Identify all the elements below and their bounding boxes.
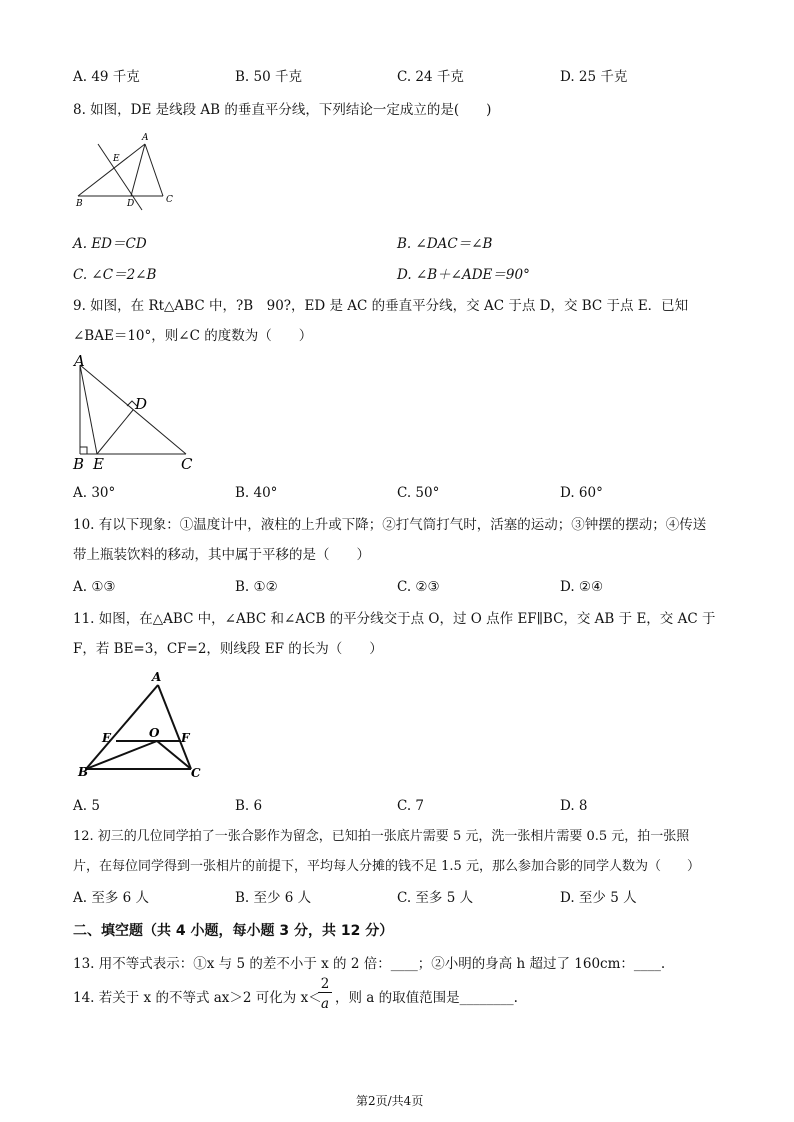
q8-label-c: C	[166, 195, 173, 205]
q14-fraction-numerator: 2	[318, 976, 332, 993]
page-footer: 第2页/共4页	[356, 1094, 424, 1108]
q11-label-f: F	[181, 731, 190, 745]
q12-stem-line1: 12. 初三的几位同学拍了一张合影作为留念，已知拍一张底片需要 5 元，洗一张相片需要 0.5 元，拍一张照	[73, 829, 690, 844]
q11-stem-line1: 11. 如图，在△ABC 中，∠ABC 和∠ACB 的平分线交于点 O，过 O 点作 EF∥BC，交 AB 于 E，交 AC 于	[73, 611, 716, 627]
q11-option-b: B. 6	[235, 798, 263, 814]
q11-stem-line2: F，若 BE=3，CF=2，则线段 EF 的长为（ ）	[73, 641, 383, 657]
q13-text: 13. 用不等式表示：①x 与 5 的差不小于 x 的 2 倍：____；②小明的身高 h 超过了 160cm：____.	[73, 956, 666, 972]
q10-stem-line1: 10. 有以下现象：①温度计中，液柱的上升或下降；②打气筒打气时，活塞的运动；③钟摆的摆动；④传送	[73, 517, 707, 533]
q10-option-a: A. ①③	[73, 579, 116, 595]
q8-option-c: C. ∠C＝2∠B	[73, 267, 157, 283]
q9-label-e: E	[93, 455, 104, 473]
q11-option-d: D. 8	[560, 798, 588, 814]
q8-label-b: B	[76, 199, 83, 209]
q11-option-a: A. 5	[73, 798, 100, 814]
q7-option-d: D. 25 千克	[560, 69, 628, 85]
q12-stem-line2: 片，在每位同学得到一张相片的前提下，平均每人分摊的钱不足 1.5 元，那么参加合影的同学人数为（ ）	[73, 859, 700, 874]
q11-label-o: O	[149, 726, 160, 740]
q10-option-d: D. ②④	[560, 579, 604, 595]
q9-stem-line1: 9. 如图，在 Rt△ABC 中，?B 90?，ED 是 AC 的垂直平分线，交 AC 于点 D，交 BC 于点 E．已知	[73, 298, 689, 314]
q8-label-a: A	[142, 133, 149, 143]
q14-fraction-denominator: a	[320, 996, 330, 1012]
q12-option-b: B. 至少 6 人	[235, 890, 312, 906]
q11-label-b: B	[78, 765, 89, 779]
q9-option-b: B. 40°	[235, 485, 278, 501]
q11-option-c: C. 7	[397, 798, 425, 814]
section-heading: 二、填空题（共 4 小题，每小题 3 分，共 12 分）	[73, 923, 394, 939]
q8-option-b: B. ∠DAC＝∠B	[397, 236, 493, 252]
q10-option-c: C. ②③	[397, 579, 440, 595]
q9-option-d: D. 60°	[560, 485, 603, 501]
q8-option-a: A. ED＝CD	[73, 236, 147, 252]
q8-label-d: D	[127, 199, 135, 209]
q8-figure	[72, 128, 182, 212]
q11-label-c: C	[191, 766, 201, 780]
q9-stem-line2: ∠BAE＝10°，则∠C 的度数为（ ）	[73, 328, 313, 344]
q11-label-e: E	[102, 731, 112, 745]
q8-option-d: D. ∠B＋∠ADE＝90°	[397, 267, 530, 283]
q7-option-a: A. 49 千克	[73, 69, 140, 85]
q11-label-a: A	[152, 670, 162, 684]
q9-option-c: C. 50°	[397, 485, 440, 501]
q9-label-d: D	[135, 395, 148, 413]
q10-option-b: B. ①②	[235, 579, 278, 595]
q14-suffix: ，则 a 的取值范围是________.	[335, 990, 518, 1006]
q9-label-a: A	[74, 352, 85, 370]
q7-option-b: B. 50 千克	[235, 69, 302, 85]
q10-stem-line2: 带上瓶装饮料的移动，其中属于平移的是（ ）	[73, 547, 370, 563]
q12-option-d: D. 至少 5 人	[560, 890, 637, 906]
q11-figure	[74, 666, 214, 784]
q14-prefix: 14. 若关于 x 的不等式 ax＞2 可化为 x＜	[73, 990, 322, 1006]
q8-label-e: E	[113, 154, 120, 164]
q12-option-c: C. 至多 5 人	[397, 890, 474, 906]
q9-label-b: B	[73, 455, 85, 473]
q8-stem: 8. 如图，DE 是线段 AB 的垂直平分线，下列结论一定成立的是( )	[73, 102, 492, 118]
q9-figure	[70, 350, 200, 475]
q9-option-a: A. 30°	[73, 485, 116, 501]
q7-option-c: C. 24 千克	[397, 69, 464, 85]
q9-label-c: C	[181, 455, 193, 473]
q12-option-a: A. 至多 6 人	[73, 890, 150, 906]
